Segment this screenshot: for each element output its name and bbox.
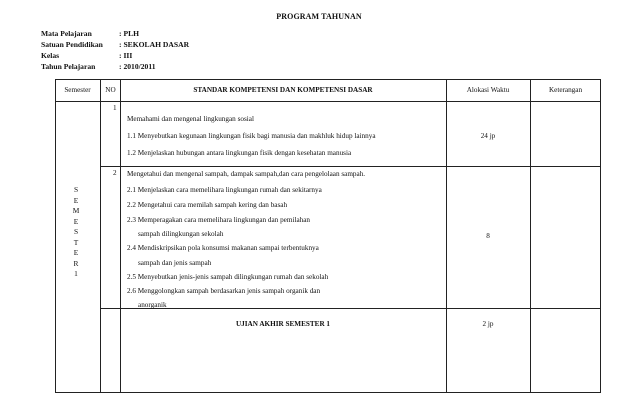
meta-row	[41, 61, 189, 72]
semester-letter: T	[73, 237, 79, 247]
program-table	[55, 79, 601, 393]
semester-label	[71, 185, 81, 280]
competency-title: Mengetahui dan mengenal sampah, dampak sampah,dan cara pengelolaan sampah.	[127, 170, 366, 178]
alokasi-value: 8	[486, 232, 490, 240]
meta-value: : SEKOLAH DASAR	[119, 39, 189, 50]
row-divider	[100, 166, 601, 167]
alokasi-value: 24 jp	[480, 132, 496, 140]
table-border-bottom	[55, 392, 601, 393]
row-number: 2	[113, 169, 117, 177]
header-divider	[55, 101, 601, 102]
meta-key: Tahun Pelajaran	[41, 62, 96, 71]
semester-letter: 1	[74, 269, 78, 278]
semester-letter: E	[73, 216, 79, 226]
meta-key: Kelas	[41, 51, 60, 60]
header-sk-kd: STANDAR KOMPETENSI DAN KOMPETENSI DASAR	[193, 86, 373, 94]
meta-key: Mata Pelajaran	[41, 29, 92, 38]
header-alokasi: Alokasi Waktu	[466, 86, 510, 94]
exam-alokasi: 2 jp	[482, 320, 494, 328]
semester-letter: E	[73, 248, 79, 257]
competency-item: 2.5 Menyebutkan jenis-jenis sampah dilingkungan rumah dan sekolah	[127, 273, 329, 281]
col-divider	[530, 79, 531, 393]
competency-item: anorganik	[138, 301, 167, 309]
document-meta	[41, 28, 189, 72]
competency-item: 2.6 Menggolongkan sampah berdasarkan jenis sampah organik dan	[127, 287, 321, 295]
competency-title: Memahami dan mengenal lingkungan sosial	[127, 115, 254, 123]
competency-item: sampah dilingkungan sekolah	[138, 230, 224, 238]
semester-letter: S	[73, 227, 79, 236]
header-no: NO	[105, 86, 116, 94]
header-keterangan: Keterangan	[548, 86, 583, 94]
competency-item: 2.4 Mendiskripsikan pola konsumsi makanan sampai terbentuknya	[127, 244, 319, 252]
meta-row	[41, 39, 189, 50]
col-divider	[100, 79, 101, 393]
semester-letter: M	[72, 206, 80, 215]
competency-item: 2.3 Memperagakan cara memelihara lingkungan dan pemilahan	[127, 216, 311, 224]
header-semester: Semester	[64, 86, 91, 94]
meta-value: : 2010/2011	[119, 61, 156, 72]
meta-key: Satuan Pendidikan	[41, 40, 103, 49]
row-number: 1	[113, 104, 117, 112]
competency-item: sampah dan jenis sampah	[138, 259, 212, 267]
meta-value: : III	[119, 50, 132, 61]
col-divider	[120, 79, 121, 393]
competency-item: 1.2 Menjelaskan hubungan antara lingkungan fisik dengan kesehatan manusia	[127, 149, 352, 157]
semester-letter: S	[73, 185, 79, 194]
table-border-left	[55, 79, 56, 393]
competency-item: 1.1 Menyebutkan kegunaan lingkungan fisik bagi manusia dan makhluk hidup lainnya	[127, 132, 376, 140]
row-divider	[100, 308, 601, 309]
competency-item: 2.2 Mengetahui cara memilah sampah kering dan basah	[127, 201, 288, 209]
meta-row	[41, 28, 189, 39]
page-title: PROGRAM TAHUNAN	[276, 12, 362, 21]
meta-value: : PLH	[119, 28, 139, 39]
semester-letter: E	[73, 195, 79, 205]
exam-label: UJIAN AKHIR SEMESTER 1	[235, 320, 331, 328]
table-border-right	[600, 79, 601, 393]
semester-letter: R	[73, 258, 79, 268]
competency-item: 2.1 Menjelaskan cara memelihara lingkungan rumah dan sekitarnya	[127, 186, 322, 194]
meta-row	[41, 50, 189, 61]
